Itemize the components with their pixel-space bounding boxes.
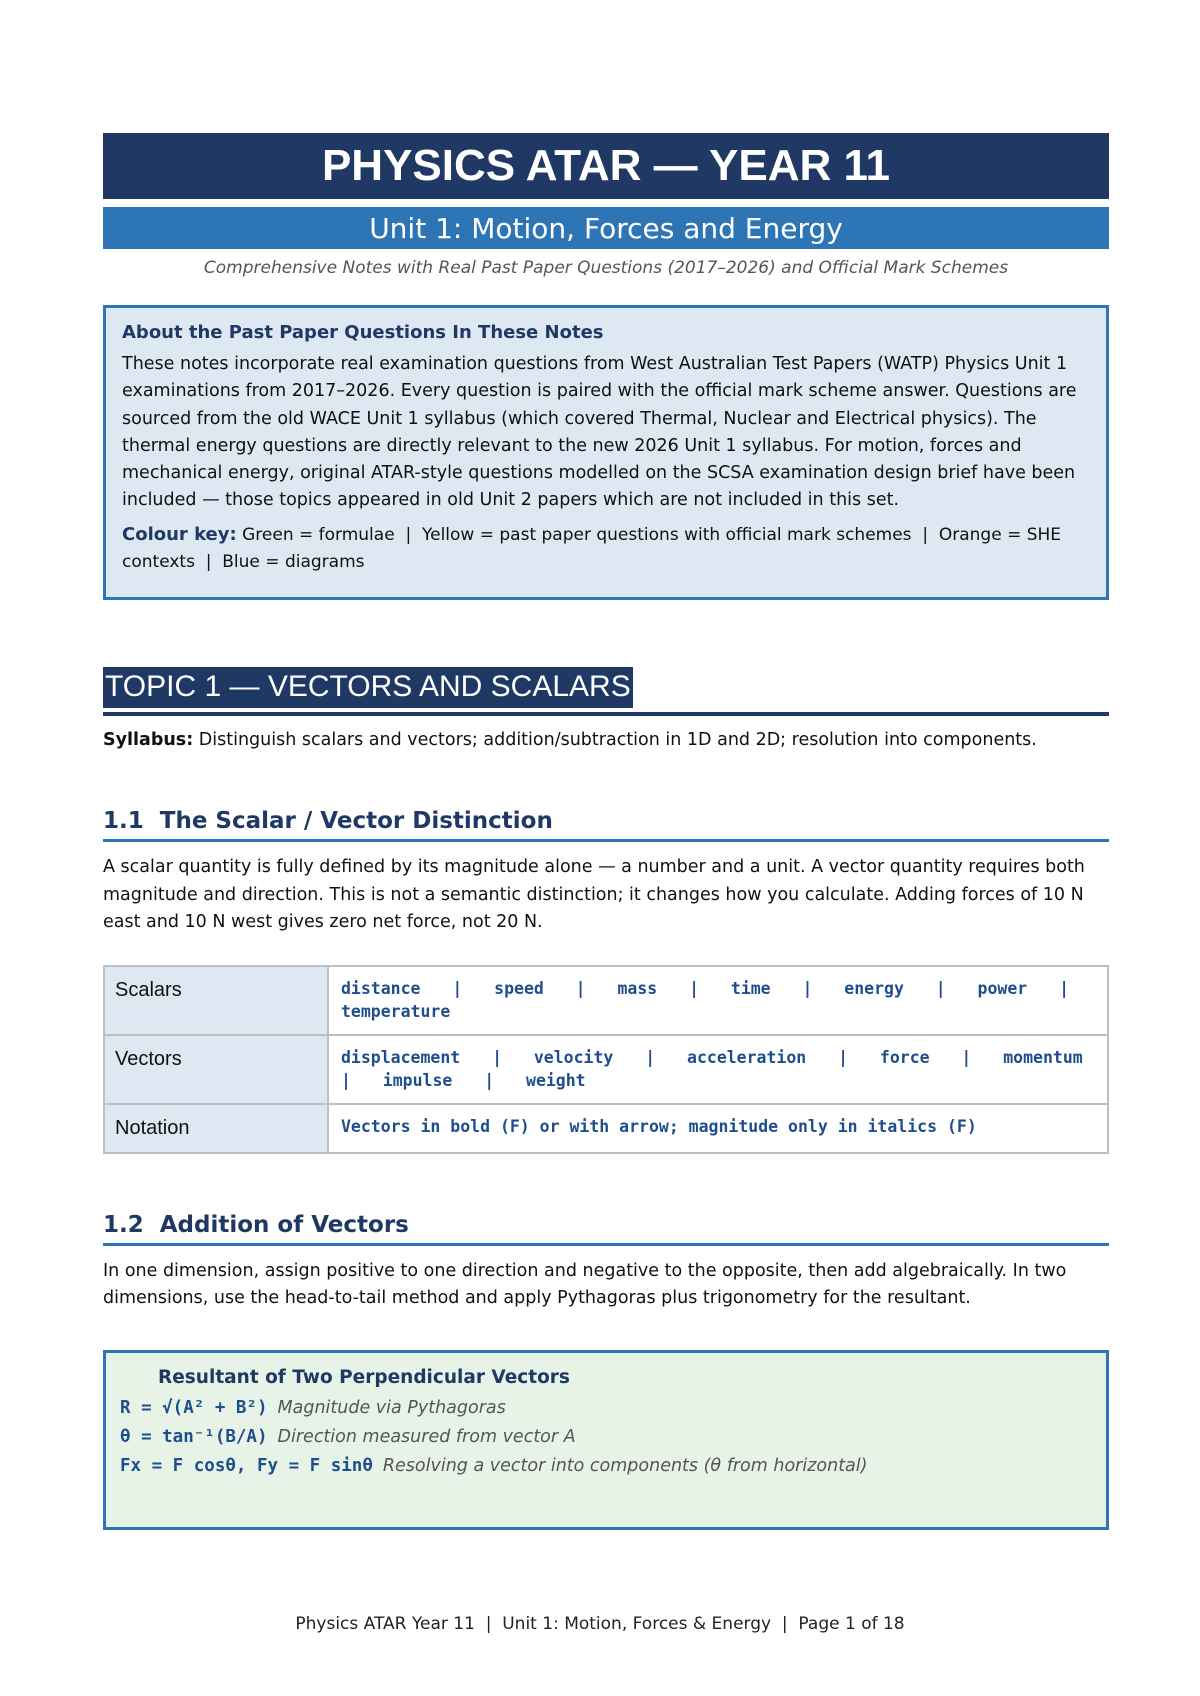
formula-row: [120, 1452, 1092, 1481]
table-row-value: displacement | velocity | acceleration | force | momentum | impulse | weight: [328, 1035, 1108, 1104]
document-title: [103, 133, 1109, 199]
formula-box: [103, 1350, 1109, 1530]
formula-expression: Fx = F cosθ, Fy = F sinθ: [120, 1455, 373, 1476]
colour-key: [122, 521, 1090, 576]
about-text: These notes incorporate real examination questions from West Australian Test Papers (WATP) Physics Unit 1 examinations from 2017–2026. Every question is paired with the official mark scheme answer. Questions are sourced from the old WACE Unit 1 syllabus (which covered Thermal, Nuclear and Electrical physics). The thermal energy questions are directly relevant to the new 2026 Unit 1 syllabus. For motion, forces and mechanical energy, original ATAR-style questions modelled on the SCSA examination design brief have been included — those topics appeared in old Unit 2 papers which are not included in this set.: [122, 354, 1077, 511]
section-1-2-paragraph: In one dimension, assign positive to one direction and negative to the opposite, then add algebraically. In two dimensions, use the head-to-tail method and apply Pythagoras plus trigonometry for the resultant.: [103, 1260, 1067, 1308]
formula-heading: Resultant of Two Perpendicular Vectors: [158, 1366, 570, 1388]
topic-rule: [103, 712, 1109, 716]
scalar-vector-table: [103, 965, 1115, 1154]
document-page: [103, 133, 1115, 1530]
formula-description: Magnitude via Pythagoras: [277, 1397, 506, 1418]
formula-row: [120, 1423, 1092, 1452]
formula-expression: θ = tan⁻¹(B/A): [120, 1426, 268, 1447]
page-footer: Physics ATAR Year 11 | Unit 1: Motion, Forces & Energy | Page 1 of 18: [295, 1614, 905, 1634]
colour-key-label: Colour key:: [122, 523, 237, 545]
syllabus-line: [103, 730, 1109, 750]
document-subtitle: [103, 207, 1109, 249]
colour-key-text: Green = formulae | Yellow = past paper questions with official mark schemes | Orange = SHE contexts | Blue = diagrams: [122, 524, 1067, 572]
about-heading: About the Past Paper Questions In These Notes: [122, 322, 604, 343]
formula-row: [120, 1394, 1092, 1423]
table-row: [104, 1035, 1108, 1104]
table-row-label: Notation: [104, 1104, 328, 1153]
table-row-label: Scalars: [104, 966, 328, 1035]
formula-description: Resolving a vector into components (θ from horizontal): [382, 1455, 868, 1476]
document-tagline: Comprehensive Notes with Real Past Paper Questions (2017–2026) and Official Mark Schemes: [203, 258, 1009, 278]
document-subtitle-text: Unit 1: Motion, Forces and Energy: [369, 211, 843, 245]
section-1-1-paragraph: A scalar quantity is fully defined by its magnitude alone — a number and a unit. A vector quantity requires both magnitude and direction. This is not a semantic distinction; it changes how you calculate. Adding forces of 10 N east and 10 N west gives zero net force, not 20 N.: [103, 857, 1085, 932]
table-row-value: distance | speed | mass | time | energy | power | temperature: [328, 966, 1108, 1035]
syllabus-label: Syllabus:: [103, 730, 194, 750]
about-box: [103, 305, 1109, 600]
topic-heading: TOPIC 1 — VECTORS AND SCALARS: [103, 667, 633, 708]
table-row: [104, 1104, 1108, 1153]
table-row-label: Vectors: [104, 1035, 328, 1104]
section-heading-1-2: 1.2 Addition of Vectors: [103, 1212, 1109, 1246]
syllabus-text: Distinguish scalars and vectors; addition/subtraction in 1D and 2D; resolution into components.: [193, 730, 1037, 750]
topic-header: [103, 667, 1109, 716]
section-heading-1-1: 1.1 The Scalar / Vector Distinction: [103, 808, 1109, 842]
table-row-value: Vectors in bold (F) or with arrow; magnitude only in italics (F): [328, 1104, 1108, 1153]
formula-description: Direction measured from vector A: [277, 1426, 576, 1447]
document-title-text: PHYSICS ATAR — YEAR 11: [321, 141, 891, 190]
formula-expression: R = √(A² + B²): [120, 1397, 268, 1418]
table-row: [104, 966, 1108, 1035]
